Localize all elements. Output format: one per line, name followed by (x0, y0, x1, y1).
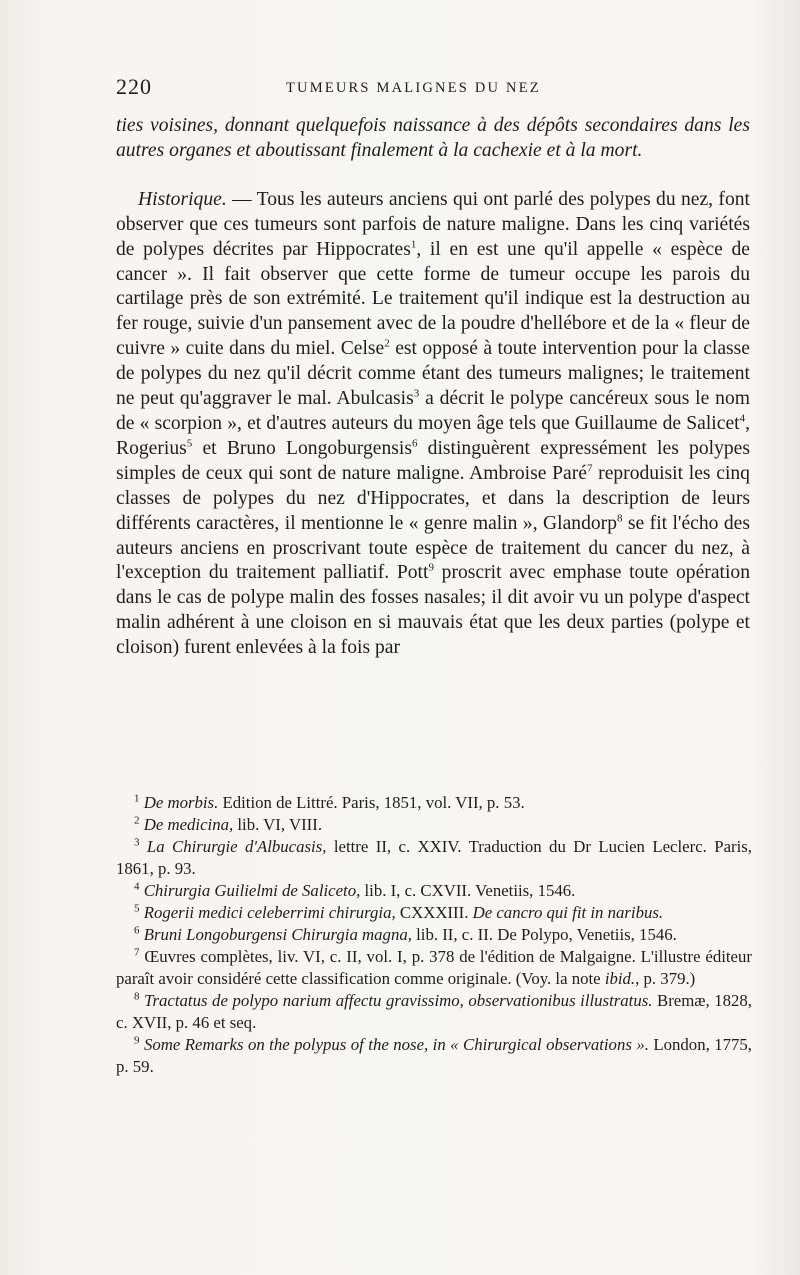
footnote-title: De medicina, (143, 815, 234, 834)
text-run: proscrit avec emphase toute opération dans le cas de polype malin des fosses nasales; il dit avoir vu un polype d'aspect malin adhérent à une cloison en si mauvais état que les deux parties (polype et cloison) furent enlevées à la fois par (116, 562, 751, 659)
footnote-ref: 3 (413, 387, 420, 400)
footnote-ref: 4 (739, 412, 746, 425)
footnote-text: lib. II, c. II. De Polypo, Venetiis, 1546. (411, 925, 677, 944)
intro-paragraph: ties voisines, donnant quelquefois naissance à des dépôts secondaires dans les autres organes et aboutissant finalement à la cachexie et à la mort. (116, 115, 750, 161)
footnote-title: Tractatus de polypo narium affectu gravissimo, observationibus illustratus. (144, 991, 653, 1010)
text-run: , il en est une qu'il appelle « espèce de cancer ». Il fait observer que cette forme de tumeur occupe les parois du cartilage près de son extrémité. Le traitement qu'il indique est la destruction au fer rouge, suivie d'un pansement avec de la poudre d'hellébore et de la « fleur de cuivre » cuite dans du miel. Celse (116, 238, 750, 360)
text-run: et Bruno Longoburgensis (192, 437, 412, 459)
footnote-number: 3 (134, 836, 140, 849)
text-run: se fit l'écho des auteurs anciens en proscrivant toute espèce de traitement du cancer du nez, à l'exception du traitement palliatif. Pott (116, 512, 750, 584)
footnote-text: Bremæ, 1828, c. XVII, p. 46 et seq. (116, 991, 752, 1032)
footnote-8 (116, 990, 752, 1034)
footnote-7 (116, 946, 752, 990)
running-title: TUMEURS MALIGNES DU NEZ (286, 80, 541, 96)
footnote-ibid: ibid. (604, 969, 636, 988)
footnotes (116, 792, 752, 1078)
footnote-number: 4 (134, 880, 140, 893)
historique-lead: Historique. (138, 188, 227, 210)
footnote-title: Rogerii medici celeberrimi chirurgia, (143, 903, 396, 922)
text-run: est opposé à toute intervention pour la classe de polypes du nez qu'il décrit comme étant des tumeurs malignes; le traitement ne peut qu'aggraver le mal. Abulcasis (116, 338, 750, 410)
footnote-ref: 7 (586, 462, 593, 475)
footnote-4 (116, 880, 752, 902)
footnote-number: 9 (134, 1034, 140, 1047)
footnote-title: Some Remarks on the polypus of the nose, in « Chirurgical observations ». (143, 1035, 649, 1054)
footnote-2 (116, 814, 752, 836)
footnote-title: Bruni Longoburgensi Chirurgia magna, (143, 925, 412, 944)
footnote-ref: 5 (186, 437, 193, 450)
body-text (116, 114, 750, 661)
page-number: 220 (116, 74, 152, 99)
footnote-5 (116, 902, 752, 924)
footnote-number: 1 (134, 792, 140, 805)
historique-paragraph (116, 188, 750, 661)
footnote-ref: 6 (411, 437, 418, 450)
footnote-text: London, 1775, p. 59. (116, 1035, 752, 1076)
text-run: a décrit le polype cancéreux sous le nom de « scorpion », et d'autres auteurs du moyen âge tels que Guillaume de Salicet (116, 388, 750, 434)
footnote-number: 8 (134, 990, 140, 1003)
footnote-number: 5 (134, 902, 140, 915)
footnote-number: 2 (134, 814, 140, 827)
footnote-number: 7 (134, 946, 140, 959)
footnote-ref: 1 (410, 238, 417, 251)
page-header (116, 74, 750, 104)
footnote-3 (116, 836, 752, 880)
footnote-text: lettre II, c. XXIV. Traduction du Dr Lucien Leclerc. Paris, 1861, p. 93. (116, 837, 752, 878)
footnote-1 (116, 792, 752, 814)
footnote-title: De morbis. (143, 793, 219, 812)
footnote-title: Chirurgia Guilielmi de Saliceto, (143, 881, 361, 900)
footnote-text: CXXXIII. (395, 903, 473, 922)
footnote-text: Edition de Littré. Paris, 1851, vol. VII, p. 53. (218, 793, 525, 812)
footnote-ref: 8 (617, 512, 623, 525)
footnote-6 (116, 924, 752, 946)
footnote-text: lib. VI, VIII. (233, 815, 323, 834)
footnote-ref: 2 (384, 337, 390, 350)
footnote-number: 6 (134, 924, 140, 937)
footnote-ref: 9 (428, 561, 434, 574)
footnote-title: La Chirurgie d'Albucasis, (146, 837, 327, 856)
footnote-text: Œuvres complètes, liv. VI, c. II, vol. I, p. 378 de l'édition de Malgaigne. L'illustre éditeur paraît avoir considéré cette classification comme originale. (Voy. la note (116, 947, 752, 988)
footnote-title-2: De cancro qui fit in naribus. (472, 903, 664, 922)
footnote-text: lib. I, c. CXVII. Venetiis, 1546. (360, 881, 576, 900)
text-run: — Tous les auteurs anciens qui ont parlé des polypes du nez, font observer que ces tumeurs sont parfois de nature maligne. Dans les cinq variétés de polypes décrites par Hippocrates (116, 188, 750, 260)
footnote-9 (116, 1034, 752, 1078)
text-run: distinguèrent expressément les polypes simples de ceux qui sont de nature maligne. Ambroise Paré (116, 437, 750, 484)
footnote-text: , p. 379.) (635, 969, 696, 988)
text-run: , Rogerius (116, 412, 750, 459)
text-run: reproduisit les cinq classes de polypes du nez d'Hippocrates, et dans la description de leurs différents caractères, il mentionne le « genre malin », Glandorp (116, 462, 750, 534)
